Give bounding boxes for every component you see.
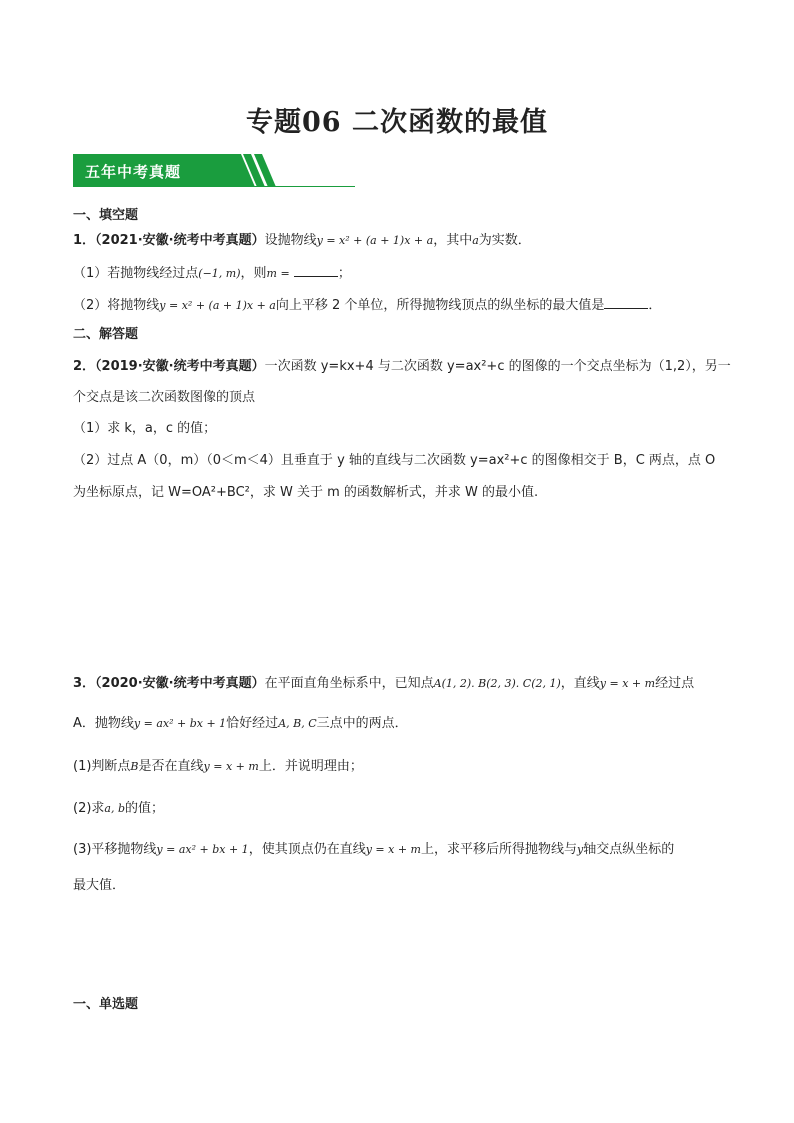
q1-p1-end: ； [337, 266, 351, 281]
q3-p3-text: (3)平移抛物线 [73, 842, 157, 857]
q3-text-b: ，直线 [560, 676, 600, 691]
q1-p2-text: （2）将抛物线 [73, 298, 160, 313]
q1-text: 设抛物线 [264, 233, 317, 248]
q3-p3-text-b: ，使其顶点仍在直线 [248, 842, 366, 857]
page-title: 专题06 二次函数的最值 [246, 107, 548, 138]
answer-blank-1[interactable] [294, 266, 338, 277]
q3-p1-b-point: B [130, 760, 139, 773]
q3-points: A(1, 2). B(2, 3). C(2, 1) [433, 677, 561, 690]
q3-line2-text-c: 三点中的两点． [316, 716, 408, 731]
q2-part-2-line1: （2）过点 A（0，m）（0＜m＜4）且垂直于 y 轴的直线与二次函数 y=ax²+c 的图像相交于 B，C 两点，点 O [73, 453, 716, 468]
q3-line2 [73, 712, 408, 731]
q3-p3-y: y [577, 843, 584, 856]
q1-number: 1． [73, 233, 96, 248]
section-banner [73, 154, 355, 187]
q3-p2-text-b: 的值； [125, 801, 165, 816]
q2-part-2-line2: 为坐标原点，记 W=OA²+BC²，求 W 关于 m 的函数解析式，并求 W 的最小值. [73, 485, 539, 500]
answer-blank-2[interactable] [604, 298, 648, 309]
q1-p2-end: ． [648, 298, 662, 313]
q2-number: 2． [73, 359, 96, 374]
q3-p3-text-d: 轴交点纵坐标的 [583, 842, 675, 857]
q3-p1-formula: y = x + m [203, 760, 259, 773]
q3-p2-ab: a, b [104, 802, 126, 815]
q2-text-line2: 个交点是该二次函数图像的顶点 [73, 390, 256, 405]
q3-text-c: 经过点 [655, 676, 695, 691]
banner-label: 五年中考真题 [85, 163, 182, 181]
q3-text: 在平面直角坐标系中，已知点 [264, 676, 434, 691]
q3-p3-formula: y = x + m [365, 843, 421, 856]
section-heading-single-choice: 一、单选题 [73, 997, 139, 1012]
q3-p2-text: (2)求 [73, 801, 105, 816]
question-3 [73, 672, 694, 691]
q3-p1-text-b: 是否在直线 [138, 759, 204, 774]
section-heading-fill-blank: 一、填空题 [73, 208, 139, 223]
q2-source: （2019·安徽·统考中考真题） [95, 359, 265, 374]
q3-p3-text-c: 上，求平移后所得抛物线与 [420, 842, 577, 857]
q3-p1-text: (1)判断点 [73, 759, 131, 774]
q3-p1-text-c: 上．并说明理由； [258, 759, 363, 774]
q1-p1-text: （1）若抛物线经过点 [73, 266, 199, 281]
question-2 [73, 355, 731, 374]
q1-part-2 [73, 294, 661, 313]
q1-text-c: 为实数． [478, 233, 531, 248]
q3-line2-text-b: 恰好经过 [226, 716, 279, 731]
q1-text-b: ，其中 [433, 233, 473, 248]
q1-source: （2021·安徽·统考中考真题） [95, 233, 265, 248]
q1-var-a: a [472, 234, 479, 247]
q1-p1-text-b: ，则 [240, 266, 267, 281]
q1-p1-point: (−1, m) [198, 267, 241, 280]
q3-abc: A, B, C [278, 717, 317, 730]
q3-line-formula: y = x + m [599, 677, 656, 690]
q3-part-3-line2: 最大值． [73, 878, 126, 893]
question-1 [73, 229, 531, 248]
q3-line2-text: A．抛物线 [73, 716, 134, 731]
q1-p2-text-b: 向上平移 2 个单位，所得抛物线顶点的纵坐标的最大值是 [275, 298, 605, 313]
q1-part-1 [73, 262, 351, 281]
q3-part-2 [73, 797, 164, 816]
q3-source: （2020·安徽·统考中考真题） [95, 676, 265, 691]
q3-parabola: y = ax² + bx + 1 [133, 717, 227, 730]
q3-p3-parabola: y = ax² + bx + 1 [156, 843, 249, 856]
q2-part-1: （1）求 k，a，c 的值； [73, 421, 217, 436]
q3-part-1 [73, 755, 363, 774]
q1-p1-m: m = [266, 267, 290, 280]
section-heading-solve: 二、解答题 [73, 327, 139, 342]
q1-p2-formula: y = x² + (a + 1)x + a [159, 299, 276, 312]
q3-number: 3． [73, 676, 96, 691]
q1-formula: y = x² + (a + 1)x + a [316, 234, 434, 247]
q3-part-3 [73, 838, 674, 857]
q2-text-line1: 一次函数 y=kx+4 与二次函数 y=ax²+c 的图像的一个交点坐标为（1,2），另一 [264, 359, 731, 374]
